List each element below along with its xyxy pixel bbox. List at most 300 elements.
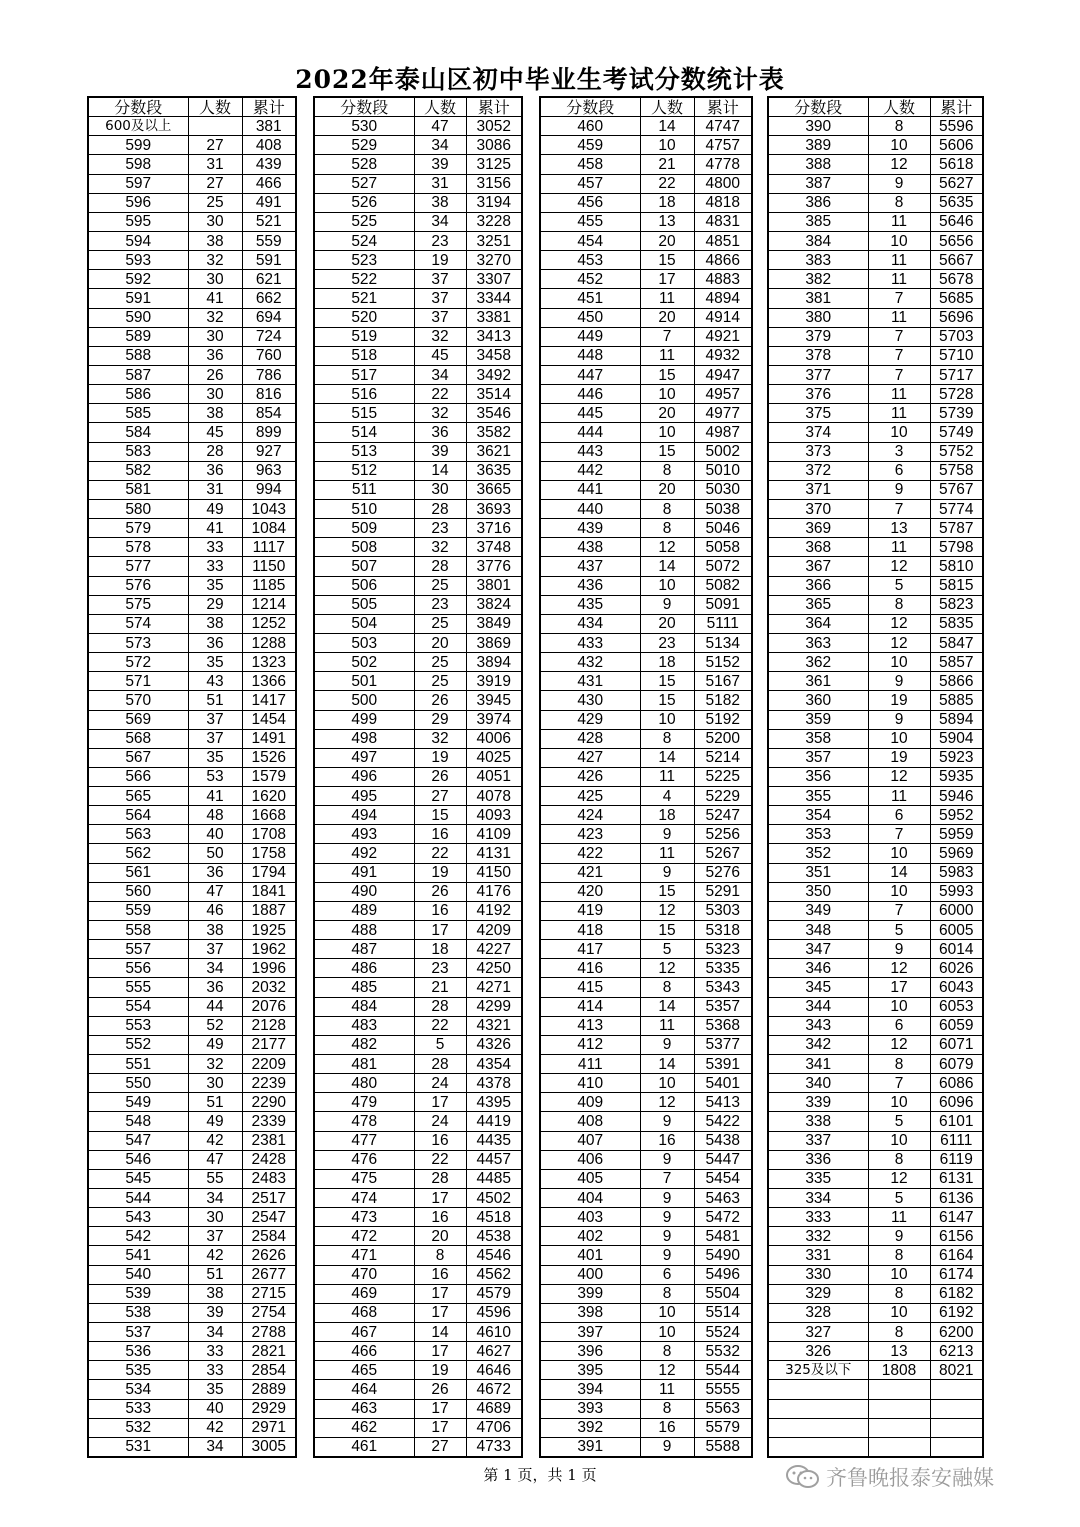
count-cell: 12 xyxy=(868,155,930,174)
count-cell: 6 xyxy=(868,461,930,480)
count-cell: 5 xyxy=(414,1035,466,1054)
cumulative-cell: 4778 xyxy=(694,155,752,174)
count-cell: 20 xyxy=(414,633,466,652)
cumulative-cell: 4006 xyxy=(466,729,522,748)
table-row xyxy=(88,710,296,729)
count-cell: 8 xyxy=(868,1150,930,1169)
score-cell: 380 xyxy=(768,308,868,327)
count-cell: 34 xyxy=(188,959,242,978)
score-cell: 378 xyxy=(768,346,868,365)
table-row xyxy=(314,385,522,404)
table-row xyxy=(314,231,522,250)
count-cell: 14 xyxy=(414,1323,466,1342)
score-cell: 556 xyxy=(88,959,188,978)
count-cell: 16 xyxy=(414,1131,466,1150)
count-cell: 30 xyxy=(188,212,242,231)
count-cell: 8 xyxy=(868,193,930,212)
cumulative-cell: 5696 xyxy=(930,308,983,327)
cumulative-cell: 6059 xyxy=(930,1016,983,1035)
cumulative-cell: 5857 xyxy=(930,653,983,672)
count-cell: 9 xyxy=(640,825,694,844)
cumulative-cell: 4757 xyxy=(694,136,752,155)
cumulative-cell: 408 xyxy=(242,136,296,155)
score-cell: 461 xyxy=(314,1437,414,1457)
cumulative-cell: 6174 xyxy=(930,1265,983,1284)
count-cell: 47 xyxy=(188,882,242,901)
score-cell: 364 xyxy=(768,614,868,633)
table-row xyxy=(768,1361,983,1380)
score-cell: 442 xyxy=(540,461,640,480)
score-cell: 348 xyxy=(768,921,868,940)
table-row xyxy=(768,212,983,231)
score-cell: 549 xyxy=(88,1093,188,1112)
cumulative-cell: 5959 xyxy=(930,825,983,844)
table-row xyxy=(540,997,752,1016)
count-cell: 26 xyxy=(414,767,466,786)
score-cell: 463 xyxy=(314,1399,414,1418)
cumulative-cell: 3894 xyxy=(466,653,522,672)
score-cell: 488 xyxy=(314,921,414,940)
count-cell: 37 xyxy=(414,308,466,327)
count-cell: 10 xyxy=(868,423,930,442)
score-cell: 455 xyxy=(540,212,640,231)
table-row xyxy=(314,672,522,691)
cumulative-cell: 1117 xyxy=(242,538,296,557)
score-cell: 476 xyxy=(314,1150,414,1169)
score-cell: 431 xyxy=(540,672,640,691)
table-row xyxy=(540,825,752,844)
table-row xyxy=(540,461,752,480)
score-cell: 395 xyxy=(540,1361,640,1380)
count-cell: 9 xyxy=(868,480,930,499)
table-row xyxy=(88,1131,296,1150)
cumulative-cell: 3344 xyxy=(466,289,522,308)
count-cell: 11 xyxy=(868,1208,930,1227)
score-cell: 336 xyxy=(768,1150,868,1169)
table-row xyxy=(768,901,983,920)
table-row xyxy=(768,308,983,327)
count-cell: 16 xyxy=(414,901,466,920)
table-row xyxy=(314,251,522,270)
cumulative-cell: 1887 xyxy=(242,901,296,920)
cumulative-cell: 5291 xyxy=(694,882,752,901)
score-cell: 521 xyxy=(314,289,414,308)
cumulative-cell: 2971 xyxy=(242,1418,296,1437)
table-row xyxy=(88,653,296,672)
count-cell: 8 xyxy=(868,1055,930,1074)
count-cell: 35 xyxy=(188,748,242,767)
cumulative-cell: 4502 xyxy=(466,1189,522,1208)
count-cell: 47 xyxy=(188,1150,242,1169)
count-cell: 11 xyxy=(640,1380,694,1399)
count-cell: 37 xyxy=(188,710,242,729)
count-cell xyxy=(868,1399,930,1418)
count-cell: 6 xyxy=(640,1265,694,1284)
score-cell: 594 xyxy=(88,231,188,250)
score-cell: 555 xyxy=(88,978,188,997)
score-cell: 453 xyxy=(540,251,640,270)
score-cell: 497 xyxy=(314,748,414,767)
count-cell: 45 xyxy=(414,346,466,365)
table-row xyxy=(314,576,522,595)
score-cell: 554 xyxy=(88,997,188,1016)
count-cell: 36 xyxy=(188,863,242,882)
count-cell: 18 xyxy=(640,806,694,825)
score-cell: 548 xyxy=(88,1112,188,1131)
table-row xyxy=(540,442,752,461)
cumulative-cell: 5343 xyxy=(694,978,752,997)
table-row xyxy=(540,538,752,557)
cumulative-cell: 5229 xyxy=(694,787,752,806)
table-row xyxy=(88,1016,296,1035)
cumulative-cell: 4538 xyxy=(466,1227,522,1246)
score-cell: 443 xyxy=(540,442,640,461)
count-cell: 8 xyxy=(868,117,930,136)
table-row xyxy=(540,863,752,882)
score-cell: 403 xyxy=(540,1208,640,1227)
score-cell: 462 xyxy=(314,1418,414,1437)
table-row xyxy=(314,212,522,231)
table-row xyxy=(540,1418,752,1437)
count-cell: 34 xyxy=(414,212,466,231)
table-row xyxy=(314,423,522,442)
count-cell: 49 xyxy=(188,1035,242,1054)
score-cell: 367 xyxy=(768,557,868,576)
score-cell: 536 xyxy=(88,1342,188,1361)
cumulative-cell: 3413 xyxy=(466,327,522,346)
cumulative-cell: 3945 xyxy=(466,691,522,710)
table-row xyxy=(88,691,296,710)
count-cell: 38 xyxy=(188,614,242,633)
count-cell: 7 xyxy=(868,825,930,844)
cumulative-cell: 5082 xyxy=(694,576,752,595)
table-row xyxy=(540,1169,752,1188)
cumulative-cell: 5749 xyxy=(930,423,983,442)
table-row xyxy=(540,940,752,959)
count-cell: 9 xyxy=(868,1227,930,1246)
cumulative-cell: 4192 xyxy=(466,901,522,920)
count-cell: 14 xyxy=(640,557,694,576)
count-cell: 11 xyxy=(640,346,694,365)
cumulative-cell: 4271 xyxy=(466,978,522,997)
cumulative-cell: 5256 xyxy=(694,825,752,844)
cumulative-cell: 5544 xyxy=(694,1361,752,1380)
count-cell: 17 xyxy=(414,1418,466,1437)
table-row xyxy=(314,193,522,212)
score-cell: 357 xyxy=(768,748,868,767)
score-cell: 359 xyxy=(768,710,868,729)
score-cell: 451 xyxy=(540,289,640,308)
count-cell: 12 xyxy=(640,959,694,978)
count-cell: 8 xyxy=(640,461,694,480)
cumulative-cell: 2239 xyxy=(242,1074,296,1093)
score-cell: 386 xyxy=(768,193,868,212)
score-cell: 507 xyxy=(314,557,414,576)
score-cell: 575 xyxy=(88,595,188,614)
score-cell: 436 xyxy=(540,576,640,595)
cumulative-cell: 5866 xyxy=(930,672,983,691)
table-row xyxy=(88,1169,296,1188)
cumulative-cell: 3716 xyxy=(466,519,522,538)
cumulative-cell: 3307 xyxy=(466,270,522,289)
table-row xyxy=(768,365,983,384)
count-cell: 9 xyxy=(640,1189,694,1208)
count-cell: 27 xyxy=(188,136,242,155)
count-cell: 12 xyxy=(640,1093,694,1112)
table-row xyxy=(540,1074,752,1093)
table-row xyxy=(540,1303,752,1322)
cumulative-cell: 6000 xyxy=(930,901,983,920)
count-cell: 9 xyxy=(868,940,930,959)
score-cell xyxy=(768,1399,868,1418)
table-row xyxy=(314,729,522,748)
count-cell: 26 xyxy=(414,882,466,901)
cumulative-cell: 3824 xyxy=(466,595,522,614)
table-row xyxy=(540,1112,752,1131)
score-cell: 568 xyxy=(88,729,188,748)
table-row xyxy=(540,519,752,538)
table-row xyxy=(88,480,296,499)
count-cell: 27 xyxy=(188,174,242,193)
cumulative-cell: 5335 xyxy=(694,959,752,978)
cumulative-cell: 5798 xyxy=(930,538,983,557)
count-cell: 34 xyxy=(414,365,466,384)
score-cell: 590 xyxy=(88,308,188,327)
table-row xyxy=(314,155,522,174)
cumulative-cell: 1491 xyxy=(242,729,296,748)
table-row xyxy=(88,404,296,423)
table-row xyxy=(768,978,983,997)
cumulative-cell: 5504 xyxy=(694,1284,752,1303)
table-row xyxy=(540,1265,752,1284)
score-cell: 405 xyxy=(540,1169,640,1188)
count-cell: 10 xyxy=(868,1093,930,1112)
table-row xyxy=(540,729,752,748)
column-header: 人数 xyxy=(188,97,242,117)
score-cell: 430 xyxy=(540,691,640,710)
cumulative-cell: 5635 xyxy=(930,193,983,212)
cumulative-cell: 5524 xyxy=(694,1323,752,1342)
count-cell xyxy=(868,1437,930,1457)
table-row xyxy=(88,193,296,212)
table-row xyxy=(314,1189,522,1208)
score-cell: 525 xyxy=(314,212,414,231)
table-row xyxy=(88,921,296,940)
cumulative-cell: 5588 xyxy=(694,1437,752,1457)
count-cell: 30 xyxy=(188,385,242,404)
count-cell: 28 xyxy=(414,997,466,1016)
score-cell: 533 xyxy=(88,1399,188,1418)
score-cell: 377 xyxy=(768,365,868,384)
table-row xyxy=(540,1437,752,1457)
score-cell: 582 xyxy=(88,461,188,480)
cumulative-cell: 491 xyxy=(242,193,296,212)
table-row xyxy=(768,136,983,155)
score-cell: 599 xyxy=(88,136,188,155)
table-row xyxy=(540,672,752,691)
table-row xyxy=(768,595,983,614)
count-cell: 19 xyxy=(868,748,930,767)
cumulative-cell: 5038 xyxy=(694,499,752,518)
cumulative-cell: 5710 xyxy=(930,346,983,365)
table-row xyxy=(540,653,752,672)
table-row xyxy=(540,787,752,806)
count-cell: 34 xyxy=(414,136,466,155)
count-cell: 15 xyxy=(414,806,466,825)
table-row xyxy=(768,997,983,1016)
score-table-3 xyxy=(539,96,753,1458)
cumulative-cell: 6005 xyxy=(930,921,983,940)
cumulative-cell: 5885 xyxy=(930,691,983,710)
table-row xyxy=(540,1016,752,1035)
table-row xyxy=(768,1265,983,1284)
count-cell: 7 xyxy=(868,901,930,920)
count-cell: 1808 xyxy=(868,1361,930,1380)
table-row xyxy=(768,691,983,710)
score-cell: 327 xyxy=(768,1323,868,1342)
score-cell: 398 xyxy=(540,1303,640,1322)
score-cell: 441 xyxy=(540,480,640,499)
count-cell: 7 xyxy=(868,346,930,365)
score-cell: 490 xyxy=(314,882,414,901)
table-row xyxy=(88,1380,296,1399)
count-cell: 50 xyxy=(188,844,242,863)
table-row xyxy=(540,1208,752,1227)
cumulative-cell xyxy=(930,1399,983,1418)
cumulative-cell: 4932 xyxy=(694,346,752,365)
count-cell: 12 xyxy=(868,1035,930,1054)
table-row xyxy=(88,499,296,518)
count-cell: 51 xyxy=(188,1265,242,1284)
score-cell: 486 xyxy=(314,959,414,978)
count-cell: 33 xyxy=(188,538,242,557)
cumulative-cell: 854 xyxy=(242,404,296,423)
count-cell: 5 xyxy=(868,921,930,940)
cumulative-cell: 5758 xyxy=(930,461,983,480)
score-cell: 353 xyxy=(768,825,868,844)
score-cell: 483 xyxy=(314,1016,414,1035)
count-cell: 8 xyxy=(640,729,694,748)
score-cell: 460 xyxy=(540,117,640,136)
table-row xyxy=(314,1074,522,1093)
count-cell: 10 xyxy=(640,423,694,442)
count-cell: 25 xyxy=(188,193,242,212)
count-cell: 33 xyxy=(188,557,242,576)
table-row xyxy=(314,1035,522,1054)
score-cell: 501 xyxy=(314,672,414,691)
cumulative-cell: 4851 xyxy=(694,231,752,250)
table-row xyxy=(88,614,296,633)
table-row xyxy=(768,499,983,518)
score-cell: 328 xyxy=(768,1303,868,1322)
cumulative-cell: 5514 xyxy=(694,1303,752,1322)
table-row xyxy=(88,327,296,346)
table-row xyxy=(314,691,522,710)
cumulative-cell: 5357 xyxy=(694,997,752,1016)
table-row xyxy=(88,231,296,250)
cumulative-cell: 5532 xyxy=(694,1342,752,1361)
count-cell: 14 xyxy=(868,863,930,882)
score-cell: 576 xyxy=(88,576,188,595)
cumulative-cell: 3919 xyxy=(466,672,522,691)
table-row xyxy=(88,1418,296,1437)
count-cell: 31 xyxy=(414,174,466,193)
score-cell: 375 xyxy=(768,404,868,423)
column-header: 累计 xyxy=(694,97,752,117)
cumulative-cell: 760 xyxy=(242,346,296,365)
table-row xyxy=(314,806,522,825)
score-cell: 341 xyxy=(768,1055,868,1074)
watermark-text: 齐鲁晚报泰安融媒 xyxy=(826,1466,994,1490)
score-cell: 445 xyxy=(540,404,640,423)
table-row xyxy=(768,327,983,346)
count-cell: 46 xyxy=(188,901,242,920)
cumulative-cell: 3869 xyxy=(466,633,522,652)
score-cell: 397 xyxy=(540,1323,640,1342)
table-row xyxy=(88,1074,296,1093)
count-cell: 36 xyxy=(188,633,242,652)
score-cell: 519 xyxy=(314,327,414,346)
cumulative-cell: 521 xyxy=(242,212,296,231)
score-cell: 502 xyxy=(314,653,414,672)
table-row xyxy=(88,1342,296,1361)
score-cell: 514 xyxy=(314,423,414,442)
cumulative-cell: 4078 xyxy=(466,787,522,806)
cumulative-cell: 6119 xyxy=(930,1150,983,1169)
table-row xyxy=(540,1189,752,1208)
count-cell: 16 xyxy=(414,1265,466,1284)
table-row xyxy=(314,1246,522,1265)
count-cell: 12 xyxy=(640,538,694,557)
cumulative-cell: 5030 xyxy=(694,480,752,499)
score-cell: 511 xyxy=(314,480,414,499)
cumulative-cell: 4610 xyxy=(466,1323,522,1342)
cumulative-cell: 5200 xyxy=(694,729,752,748)
count-cell: 40 xyxy=(188,1399,242,1418)
count-cell: 28 xyxy=(188,442,242,461)
table-row xyxy=(314,882,522,901)
table-row xyxy=(314,997,522,1016)
cumulative-cell: 5368 xyxy=(694,1016,752,1035)
score-cell xyxy=(768,1380,868,1399)
cumulative-cell: 3849 xyxy=(466,614,522,633)
count-cell: 30 xyxy=(414,480,466,499)
score-cell: 513 xyxy=(314,442,414,461)
table-row xyxy=(768,1093,983,1112)
score-cell: 434 xyxy=(540,614,640,633)
count-cell: 42 xyxy=(188,1131,242,1150)
score-cell: 450 xyxy=(540,308,640,327)
table-row xyxy=(540,212,752,231)
table-row xyxy=(768,959,983,978)
table-row xyxy=(88,174,296,193)
count-cell: 9 xyxy=(640,1208,694,1227)
count-cell: 8 xyxy=(868,1284,930,1303)
score-cell: 471 xyxy=(314,1246,414,1265)
cumulative-cell: 5717 xyxy=(930,365,983,384)
cumulative-cell: 786 xyxy=(242,365,296,384)
table-row xyxy=(314,289,522,308)
cumulative-cell: 2929 xyxy=(242,1399,296,1418)
score-cell: 508 xyxy=(314,538,414,557)
cumulative-cell: 4818 xyxy=(694,193,752,212)
cumulative-cell: 3125 xyxy=(466,155,522,174)
score-cell: 541 xyxy=(88,1246,188,1265)
count-cell: 9 xyxy=(640,863,694,882)
score-cell: 515 xyxy=(314,404,414,423)
score-cell: 563 xyxy=(88,825,188,844)
cumulative-cell: 1996 xyxy=(242,959,296,978)
